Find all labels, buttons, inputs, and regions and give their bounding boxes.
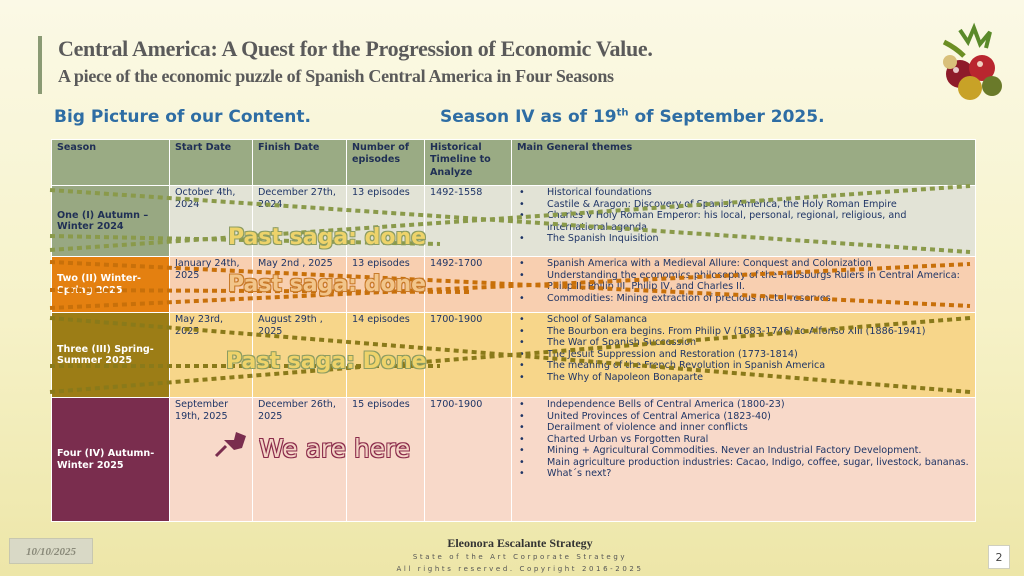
theme-item: • The Why of Napoleon Bonaparte xyxy=(517,372,970,384)
table-header-row xyxy=(52,140,976,186)
past-saga-label-season-3: Past saga: Done xyxy=(226,349,427,374)
footer-company: Eleonora Escalante Strategy xyxy=(447,536,593,550)
section-heading-big-picture: Big Picture of our Content. xyxy=(54,107,311,127)
timeline-cell: 1492-1558 xyxy=(425,186,512,257)
section-heading-season-status xyxy=(440,107,825,127)
start-date-cell: January 24th, 2025 xyxy=(170,257,253,313)
column-header-timeline: Historical Timeline to Analyze xyxy=(425,140,512,186)
heading-sup: th xyxy=(616,107,629,119)
footer-copyright: All rights reserved. Copyright 2016-2025 xyxy=(396,565,644,573)
theme-item: • School of Salamanca xyxy=(517,314,970,326)
heading-post: of September 2025. xyxy=(628,107,825,127)
theme-item: • Mining + Agricultural Commodities. Never an Industrial Factory Development. xyxy=(517,445,970,457)
seasons-table xyxy=(51,139,976,522)
footer xyxy=(330,536,710,575)
fruit-logo-icon xyxy=(930,22,1008,104)
finish-date-cell: December 27th, 2024 xyxy=(253,186,347,257)
season-cell: One (I) Autumn –Winter 2024 xyxy=(52,186,170,257)
finish-date-cell: August 29th , 2025 xyxy=(253,313,347,398)
table-row xyxy=(52,186,976,257)
table-row xyxy=(52,398,976,522)
theme-item: • Castile & Aragon: Discovery of Spanish America, the Holy Roman Empire xyxy=(517,199,970,211)
theme-item: • Main agriculture production industries: Cacao, Indigo, coffee, sugar, livestock, bananas. xyxy=(517,457,970,469)
table-row xyxy=(52,313,976,398)
we-are-here-label: We are here xyxy=(259,434,411,463)
page-subtitle: A piece of the economic puzzle of Spanish Central America in Four Seasons xyxy=(58,66,614,86)
column-header-season: Season xyxy=(52,140,170,186)
timeline-cell: 1700-1900 xyxy=(425,398,512,522)
table-row xyxy=(52,257,976,313)
theme-item: • United Provinces of Central America (1823-40) xyxy=(517,411,970,423)
themes-cell xyxy=(512,186,976,257)
theme-item: • Spanish America with a Medieval Allure: Conquest and Colonization xyxy=(517,258,970,270)
theme-item: • The meaning of the French Revolution in Spanish America xyxy=(517,360,970,372)
slide-date: 10/10/2025 xyxy=(9,538,93,564)
theme-item: • The Spanish Inquisition xyxy=(517,233,970,245)
title-accent-bar xyxy=(38,36,42,94)
pushpin-icon xyxy=(212,430,250,460)
page-title: Central America: A Quest for the Progression of Economic Value. xyxy=(58,36,653,61)
column-header-finish-date: Finish Date xyxy=(253,140,347,186)
theme-item: • The Bourbon era begins. From Philip V (1683-1746) to Alfonso XIII (1886-1941) xyxy=(517,326,970,338)
timeline-cell: 1492-1700 xyxy=(425,257,512,313)
theme-item: • Historical foundations xyxy=(517,187,970,199)
theme-item: • Charted Urban vs Forgotten Rural xyxy=(517,434,970,446)
season-cell: Three (III) Spring-Summer 2025 xyxy=(52,313,170,398)
start-date-cell: October 4th, 2024 xyxy=(170,186,253,257)
column-header-themes: Main General themes xyxy=(512,140,976,186)
theme-item: • Commodities: Mining extraction of precious metal reserves xyxy=(517,293,970,305)
theme-item: • Understanding the economics philosophy of the Habsburgs Rulers in Central America: Philip II, Philip III, Philip IV, and Charles II. xyxy=(517,270,970,293)
finish-date-cell: May 2nd , 2025 xyxy=(253,257,347,313)
column-header-start-date: Start Date xyxy=(170,140,253,186)
timeline-cell: 1700-1900 xyxy=(425,313,512,398)
theme-item: • Charles V Holy Roman Emperor: his local, personal, regional, religious, and international agenda xyxy=(517,210,970,233)
footer-tagline: State of the Art Corporate Strategy xyxy=(412,553,628,561)
start-date-cell: May 23rd, 2025 xyxy=(170,313,253,398)
theme-item: • What´s next? xyxy=(517,468,970,480)
theme-item: • The Jesuit Suppression and Restoration (1773-1814) xyxy=(517,349,970,361)
past-saga-label-season-1: Past saga: done xyxy=(228,225,427,250)
themes-cell xyxy=(512,398,976,522)
episodes-cell: 13 episodes xyxy=(347,257,425,313)
past-saga-label-season-2: Past saga: done xyxy=(228,272,427,297)
theme-item: • Independence Bells of Central America (1800-23) xyxy=(517,399,970,411)
start-date-cell: September 19th, 2025 xyxy=(170,398,253,522)
themes-cell xyxy=(512,257,976,313)
themes-cell xyxy=(512,313,976,398)
column-header-episodes: Number of episodes xyxy=(347,140,425,186)
season-cell: Four (IV) Autumn-Winter 2025 xyxy=(52,398,170,522)
finish-date-cell: December 26th, 2025 xyxy=(253,398,347,522)
theme-item: • Derailment of violence and inner conflicts xyxy=(517,422,970,434)
theme-item: • The War of Spanish Succession xyxy=(517,337,970,349)
episodes-cell: 15 episodes xyxy=(347,398,425,522)
season-cell: Two (II) Winter-Spring 2025 xyxy=(52,257,170,313)
page-number: 2 xyxy=(988,545,1010,569)
episodes-cell: 13 episodes xyxy=(347,186,425,257)
episodes-cell: 14 episodes xyxy=(347,313,425,398)
heading-pre: Season IV as of 19 xyxy=(440,107,617,127)
